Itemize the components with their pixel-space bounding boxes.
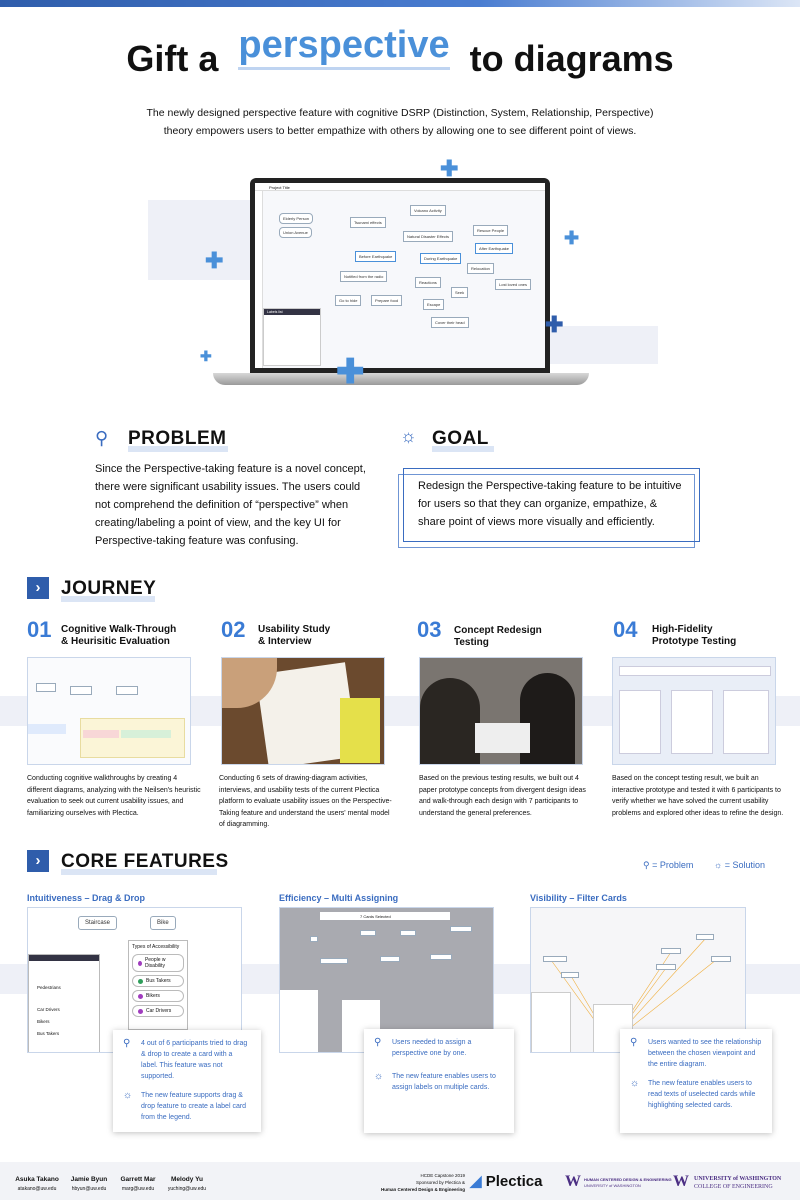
- feature-title: Intuitiveness – Drag & Drop: [27, 893, 146, 903]
- magnifier-icon: ⚲: [374, 1037, 382, 1048]
- poster-title: Gift a perspective to diagrams: [126, 24, 674, 79]
- core-features-heading: CORE FEATURES: [61, 851, 229, 873]
- magnifier-icon: ⚲: [95, 428, 109, 448]
- mock-app-header: Project Title: [255, 183, 545, 191]
- team-member: Melody Yu yuching@uw.edu: [167, 1176, 207, 1192]
- sponsor-text: HCDE Capstone 2019 Sponsored by Plectica & Human Centered Design & Engineering: [380, 1173, 465, 1192]
- hcde-w-logo: W: [565, 1173, 581, 1190]
- cross-decoration: ✚: [564, 228, 580, 248]
- chevron-right-icon: ›: [27, 850, 49, 872]
- team-member: Garrett Mar marg@uw.edu: [120, 1176, 156, 1192]
- goal-heading: GOAL: [432, 428, 489, 450]
- lightbulb-icon: ☼: [714, 860, 723, 870]
- problem-text: Since the Perspective-taking feature is a novel concept, there were significant usability issues. The users could not comprehend the definition of “perspective” when creating/labeling a point of view, and the key UI for Perspective-taking feature was confusing.: [95, 463, 366, 547]
- feature-card: ⚲ 4 out of 6 participants tried to drag & drop to create a card with a label. This feature was not supported. ☼ The new feature supports drag & drop feature to create a label card from the legend.: [113, 1030, 261, 1132]
- step-number: 01: [27, 617, 52, 642]
- magnifier-icon: ⚲: [630, 1037, 638, 1048]
- magnifier-icon: ⚲: [643, 860, 650, 870]
- step-number: 03: [417, 617, 442, 642]
- feature-image-multi-assign: 7 Cards Selected: [279, 907, 494, 1053]
- legend-solution: ☼ = Solution: [714, 860, 766, 870]
- cross-decoration: ✚: [336, 353, 365, 391]
- step-title: Usability Study & Interview: [258, 624, 331, 647]
- step-title: High-Fidelity Prototype Testing: [652, 624, 737, 647]
- poster-subtitle: The newly designed perspective feature with cognitive DSRP (Distinction, System, Relationship, Perspective) theory empowers users to better empathize with others by allowing one to see different point of views.: [146, 107, 654, 137]
- uw-w-logo: W: [673, 1173, 689, 1190]
- feature-image-drag-drop: Staircase Bike Types of Accessibility People w Disability Bus Takers Bikers Car Drivers Pedestrians Car Drivers Bikers Bus Takers: [27, 907, 242, 1053]
- step-description: Based on the previous testing results, we built out 4 paper prototype concepts from divergent design ideas and walk-through each design with 7 participants to understand the general preferences.: [419, 775, 586, 817]
- magnifier-icon: ⚲: [123, 1038, 131, 1049]
- feature-title: Efficiency – Multi Assigning: [279, 893, 399, 903]
- cross-decoration: ✚: [545, 312, 564, 337]
- step-title: Cognitive Walk-Through & Heurisitic Evaluation: [61, 624, 177, 647]
- goal-text: Redesign the Perspective-taking feature to be intuitive for users so that they can organize, empathize, & share point of views more visually and efficiently.: [403, 468, 700, 542]
- step-description: Conducting cognitive walkthroughs by creating 4 different diagrams, analyzing with the Neilsen's heuristic evaluation to seek out current usability issues, and familiarizing ourselves with Plectica.: [27, 775, 201, 817]
- cross-decoration: ✚: [205, 248, 224, 273]
- step-number: 04: [613, 617, 638, 642]
- step-image-concept-testing: [419, 657, 583, 765]
- step-image-walkthrough: [27, 657, 191, 765]
- labels-list-panel: Pedestrians Car Drivers Bikers Bus Takers: [28, 954, 100, 1053]
- uw-text: UNIVERSITY of WASHINGTON COLLEGE OF ENGINEERING: [694, 1176, 782, 1190]
- step-number: 02: [221, 617, 246, 642]
- step-image-prototype: [612, 657, 776, 765]
- hcde-text: HUMAN CENTERED DESIGN & ENGINEERING UNIVERSITY of WASHINGTON: [584, 1177, 672, 1188]
- lightbulb-icon: ☼: [630, 1078, 640, 1089]
- cross-decoration: ✚: [200, 348, 212, 364]
- team-member: Jamie Byun hbyun@uw.edu: [70, 1176, 108, 1192]
- problem-heading: PROBLEM: [128, 428, 227, 450]
- step-description: Based on the concept testing result, we built an interactive prototype and tested it with 6 participants to verify whether we have solved the current usability problems and explored other ideas to refine the design.: [612, 775, 784, 817]
- step-title: Concept Redesign Testing: [454, 625, 542, 648]
- team-member: Asuka Takano atakano@uw.edu: [15, 1176, 59, 1192]
- laptop-base: [213, 373, 589, 385]
- feature-card: ⚲ Users wanted to see the relationship between the chosen viewpoint and the entire diagram. ☼ The new feature enables users to read texts of uselected cards while highlighting selected cards.: [620, 1029, 772, 1133]
- cross-decoration: ✚: [440, 156, 459, 181]
- mock-labels-panel: Labels list: [263, 308, 321, 366]
- plectica-logo: ◢ Plectica: [470, 1173, 543, 1190]
- lightbulb-icon: ☼: [123, 1090, 133, 1101]
- legend-problem: ⚲ = Problem: [643, 860, 694, 870]
- accessibility-panel: Types of Accessibility People w Disability Bus Takers Bikers Car Drivers: [128, 940, 188, 1030]
- top-accent-bar: [0, 0, 800, 7]
- feature-card: ⚲ Users needed to assign a perspective one by one. ☼ The new feature enables users to assign labels on multiple cards.: [364, 1029, 514, 1133]
- journey-heading: JOURNEY: [61, 578, 156, 600]
- feature-title: Visibility – Filter Cards: [530, 893, 627, 903]
- chevron-right-icon: ›: [27, 577, 49, 599]
- step-description: Conducting 6 sets of drawing-diagram activities, interviews, and usability tests of the current Plectica platform to evaluate usability issues on the Perspective-Taking feature and understand the users' mental model of diagramming.: [219, 775, 392, 828]
- lightbulb-icon: ☼: [374, 1071, 384, 1082]
- step-image-usability-study: [221, 657, 385, 765]
- laptop-screen: Project Title Volcano Activity Tsunami effects Natural Disaster Effects Rescue People After Earthquake Before Earthquake During Earthquake Relocation Notified from the radio Reactions Lost loved ones Go to hide Prepare food Seek Escape Cover their head Elderly Person Union Avenue Labels list: [250, 178, 550, 373]
- lightbulb-icon: ☼: [400, 426, 417, 446]
